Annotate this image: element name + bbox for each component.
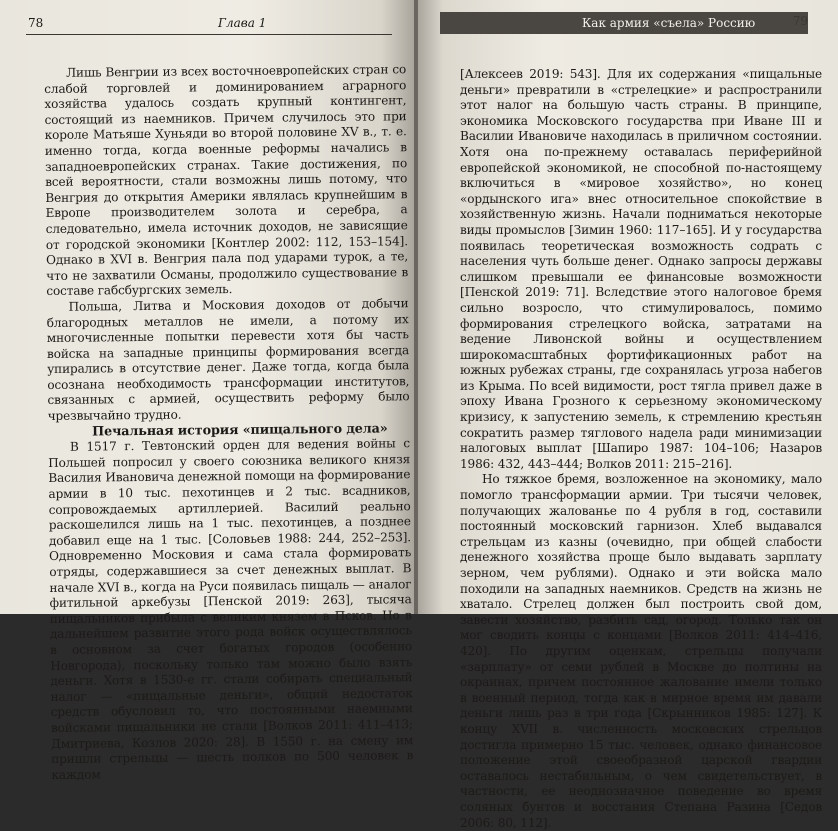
running-head-bar [440,12,808,34]
right-running-head: Как армия «съела» Россию [582,16,756,30]
paragraph: Но тяжкое бремя, возложенное на экономику, мало помогло трансформации армии. Три тысячи человек, получающих жалованье по 4 рубля в год, составили постоянный московский гарнизон. Хлеб выдавался стрельцам из казны (очевидно, при общей слабости денежного хозяйства проще было выдавать зарплату зерном, чем рублями). Однако и эти войска мало походили на западных наемников. Средств на жизнь не хватало. Стрелец должен был построить свой дом, завести хозяйство, разбить сад, огород. Только так он мог сводить концы с концами [Волков 2011: 414–416, 420]. По другим оценкам, стрельцы получали «зарплату» от семи рублей в Москве до полтины на окраинах, причем постоянное жалование имели только в военный период, тогда как в мирное время им давали деньги лишь раз в три года [Скрынников 1985: 127]. К концу XVII в. численность московских стрельцов достигла примерно 15 тыс. человек, однако финансовое положение этой своеобразной царской гвардии оставалось нестабильным, о чем свидетельствует, в частности, ее неоднозначное поведение во время соляных бунтов и восстания Степана Разина [Седов 2006: 80, 112]. [460,472,822,830]
right-page-number: 79 [792,14,808,28]
left-page-number: 78 [28,16,44,30]
paragraph: Польша, Литва и Московия доходов от добычи благородных металлов не имели, а потому их многочисленные попытки перевести хотя бы часть войска на западные принципы формирования всегда упирались в отсутствие денег. Даже тогда, когда была осознана необходимость трансформации институтов, связанных с армией, осуществить реформу было чрезвычайно трудно. [46,296,410,424]
left-page-header [0,12,414,34]
left-page [0,0,414,782]
left-running-head: Глава 1 [218,16,267,30]
left-page-body [44,62,413,783]
header-rule [26,34,392,35]
section-title: Печальная история «пищального дела» [92,421,388,440]
paragraph: Лишь Венгрии из всех восточноевропейских стран со слабой торговлей и доминированием аграрного хозяйства удалось создать крупный контингент, состоящий из наемников. Причем случилось это при короле Матьяше Хуньяди во второй половине XV в., т. е. именно тогда, когда военные реформы начались в западноевропейских странах. Такие достижения, по всей вероятности, стали возможны лишь потому, что Венгрия до открытия Америки являлась крупнейшим в Европе производителем золота и серебра, а следовательно, имела источник доходов, не зависящие от городской экономики [Контлер 2002: 112, 153–154]. Однако в XVI в. Венгрия пала под ударами турок, а те, что не захватили Османы, продолжило существование в составе габсбургских земель. [44,62,409,299]
right-page [418,0,838,830]
paragraph: В 1517 г. Тевтонский орден для ведения войны с Польшей попросил у своего союзника великого князя Василия Ивановича денежной помощи на формирование армии в 10 тыс. пехотинцев и 2 тыс. всадников, сопровождаемых артиллерией. Василий реально раскошелился лишь на 1 тыс. пехотинцев, а позднее добавил еще на 1 тыс. [Соловьев 1988: 244, 252–253]. Одновременно Московия и сама стала формировать отряды, содержавшиеся за счет денежных выплат. В начале XVI в., когда на Руси появилась пищаль — аналог фитильной аркебузы [Пенской 2019: 263], тысяча пищальников прибыла с великим князем в Псков. Но в дальнейшем развитие этого рода войск осуществлялось в основном за счет богатых городов (особенно Новгорода), поскольку только там можно было взять деньги. Хотя в 1530-е гг. стали собирать специальный налог — «пищальные деньги», общий недостаток средств обусловил то, что постоянными наемными войсками пищальники не стали [Волков 2011: 411–413; Дмитриева, Козлов 2020: 28]. В 1550 г. на смену им пришли стрельцы — шесть полков по 500 человек в каждом [48,436,414,782]
paragraph: [Алексеев 2019: 543]. Для их содержания «пищальные деньги» превратили в «стрелецкие» и распространили этот налог на большую часть страны. В принципе, экономика Московского государства при Иване III и Василии Ивановиче находилась в приличном состоянии. Хотя она по-прежнему оставалась периферийной европейской экономикой, не способной по-настоящему включиться в «мировое хозяйство», но конец «ордынского ига» внес относительное спокойствие в хозяйственную жизнь. Начали подниматься некоторые виды промыслов [Зимин 1960: 117–165]. И у государства появилась теоретическая возможность содрать с населения чуть больше денег. Однако запросы державы слишком превышали ее финансовые возможности [Пенской 2019: 71]. Вследствие этого налоговое бремя сильно возросло, что стимулировалось, помимо формирования стрелецкого войска, затратами на ведение Ливонской войны и осуществлением широкомасштабных фортификационных работ на южных рубежах страны, где сохранялась угроза набегов из Крыма. По всей видимости, рост тягла привел даже в эпоху Ивана Грозного к серьезному экономическому кризису, к запустению земель, к стремлению крестьян сократить размер тяглового надела ради минимизации налоговых выплат [Шапиро 1987: 104–106; Назаров 1986: 432, 443–444; Волков 2011: 215–216]. [460,67,822,471]
right-page-body [460,67,822,831]
right-page-header [418,12,838,34]
